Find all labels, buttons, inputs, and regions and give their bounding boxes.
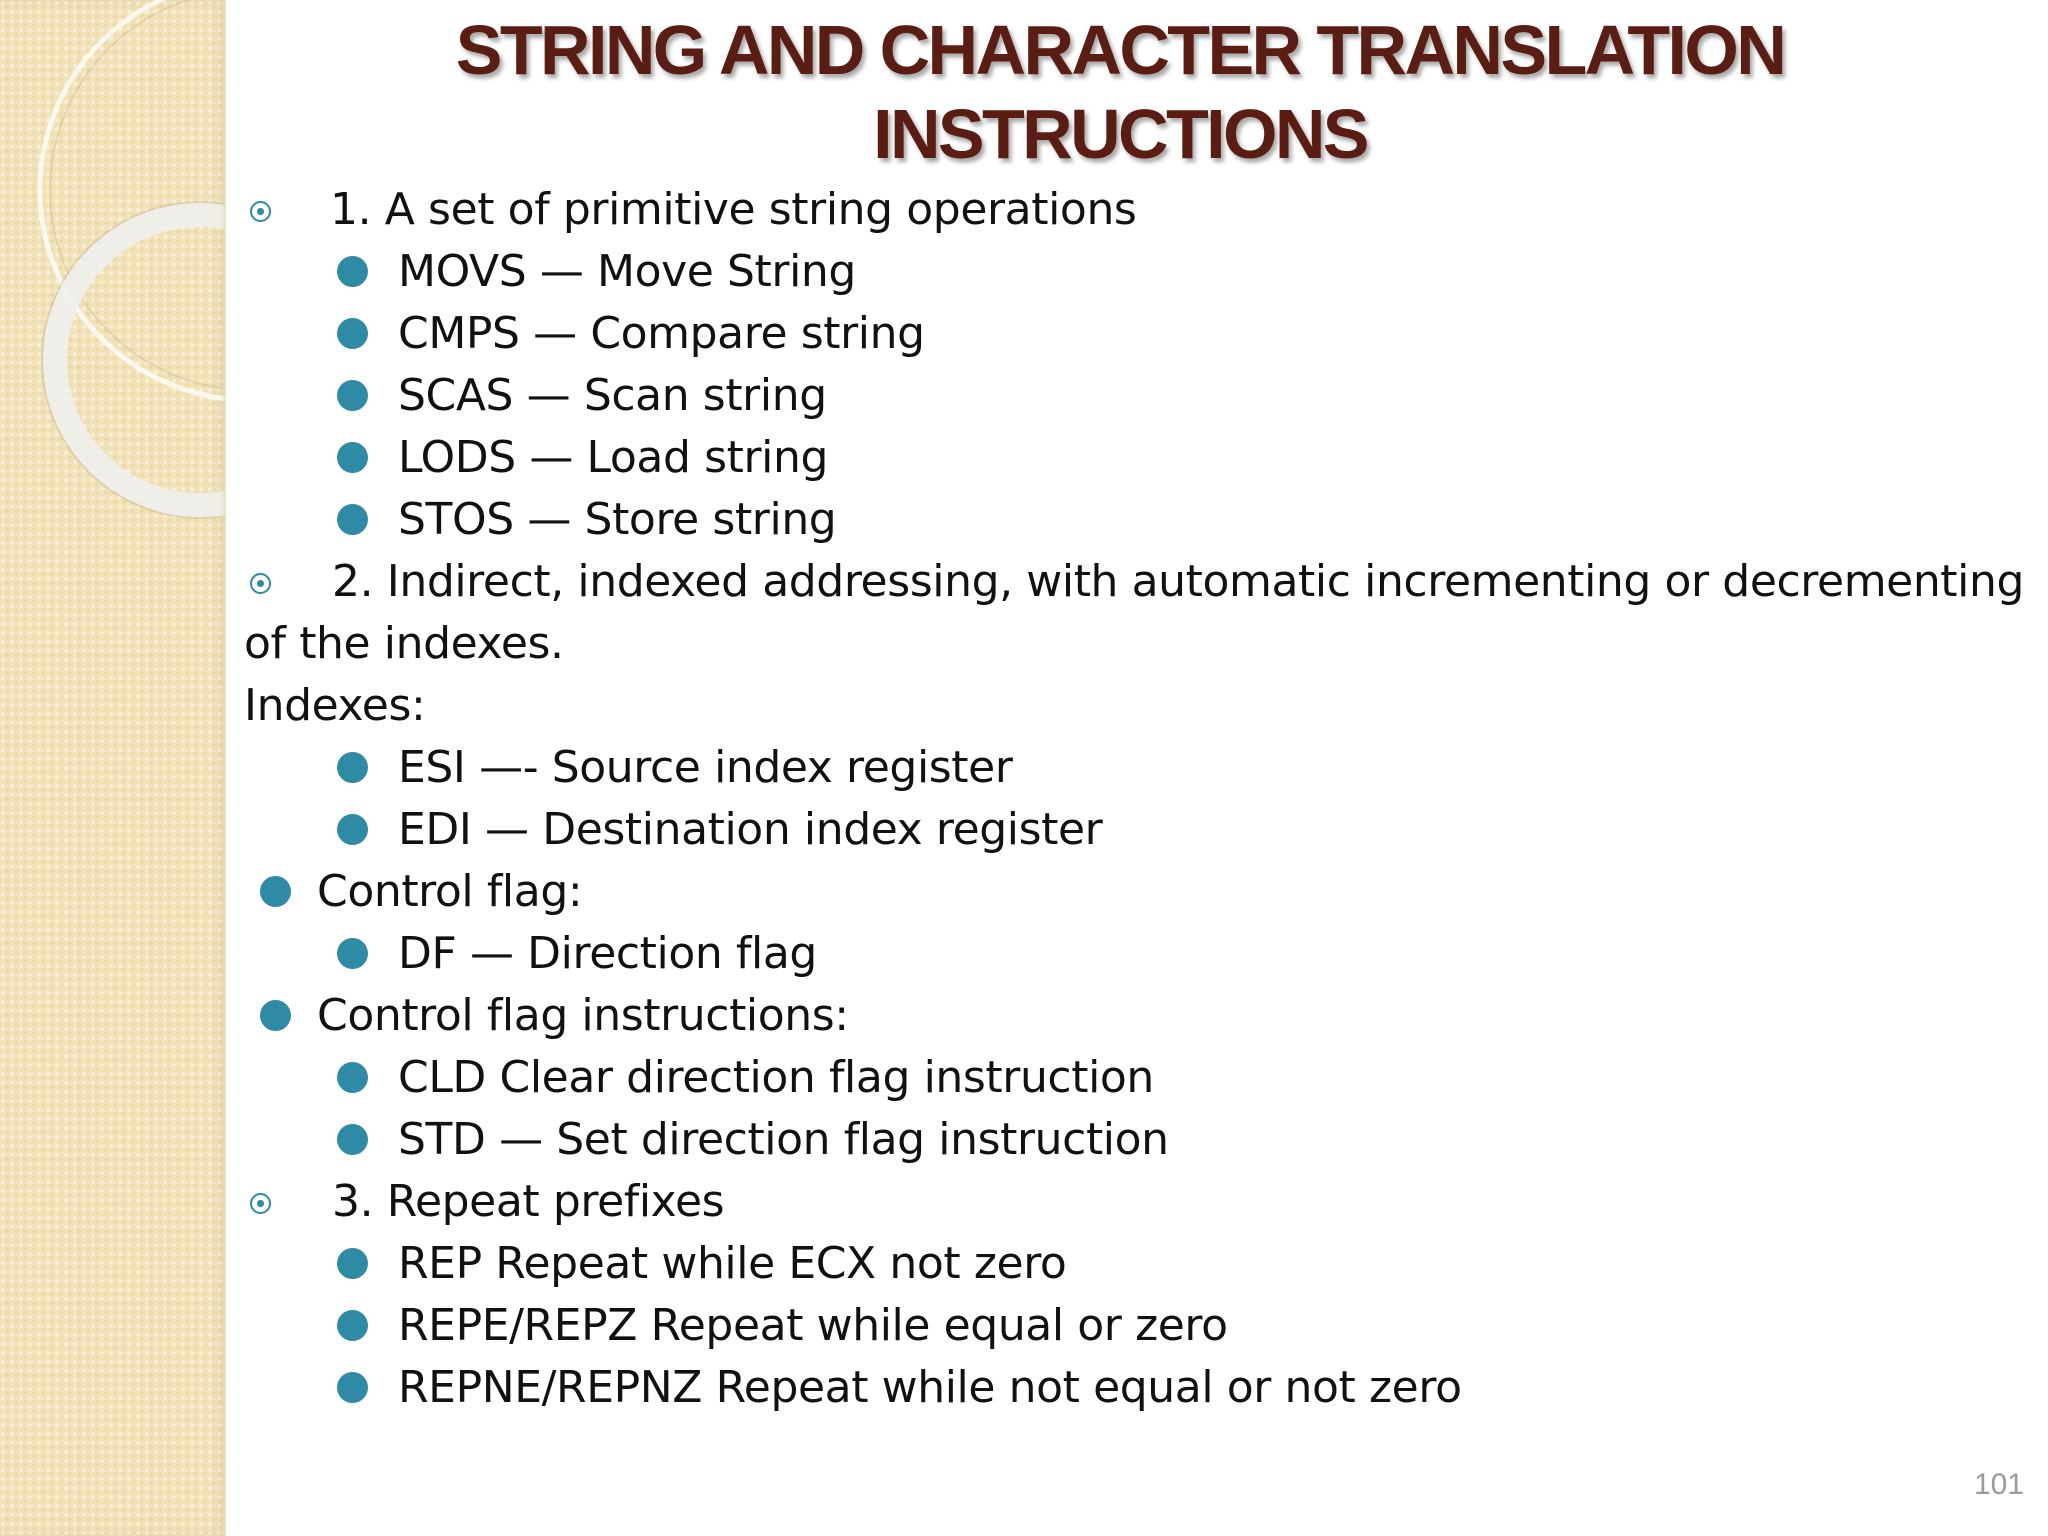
list-item: REP Repeat while ECX not zero [398,1238,1067,1289]
list-item: EDI — Destination index register [398,804,1103,855]
bullet-dot-icon [260,1000,291,1031]
section-2-heading: 2. Indirect, indexed addressing, with automatic incrementing or decrementing [332,556,2025,607]
bullet-dot-icon [337,442,368,473]
bullet-dot-icon [337,1062,368,1093]
bullet-dot-icon [337,814,368,845]
bullet-dot-icon [337,256,368,287]
bullet-dot-icon [337,504,368,535]
list-item: REPE/REPZ Repeat while equal or zero [398,1300,1228,1351]
list-item: CLD Clear direction flag instruction [398,1052,1154,1103]
bullet-dot-icon [337,752,368,783]
indexes-label: Indexes: [244,680,426,731]
list-item: LODS — Load string [398,432,829,483]
bullet-dot-icon [337,1372,368,1403]
slide-title-line-2: INSTRUCTIONS [873,95,1367,173]
target-bullet-icon [250,201,271,222]
list-item: STD — Set direction flag instruction [398,1114,1169,1165]
list-item: STOS — Store string [398,494,837,545]
bullet-dot-icon [337,938,368,969]
list-item: MOVS — Move String [398,246,856,297]
bullet-dot-icon [337,1310,368,1341]
bullet-dot-icon [337,380,368,411]
page-number: 101 [1973,1468,2024,1501]
section-1-heading: 1. A set of primitive string operations [330,184,1137,235]
section-2-heading-continued: of the indexes. [244,618,564,669]
section-3-heading: 3. Repeat prefixes [332,1176,725,1227]
control-flag-label: Control flag: [317,866,583,917]
list-item: CMPS — Compare string [398,308,925,359]
target-bullet-icon [250,1193,271,1214]
bullet-dot-icon [260,876,291,907]
list-item: REPNE/REPNZ Repeat while not equal or not zero [398,1362,1462,1413]
list-item: ESI —- Source index register [398,742,1013,793]
list-item: DF — Direction flag [398,928,817,979]
slide-title-line-1: STRING AND CHARACTER TRANSLATION [455,11,1785,89]
list-item: SCAS — Scan string [398,370,827,421]
target-bullet-icon [250,573,271,594]
bullet-dot-icon [337,318,368,349]
control-flag-instructions-label: Control flag instructions: [317,990,849,1041]
bullet-dot-icon [337,1248,368,1279]
bullet-dot-icon [337,1124,368,1155]
